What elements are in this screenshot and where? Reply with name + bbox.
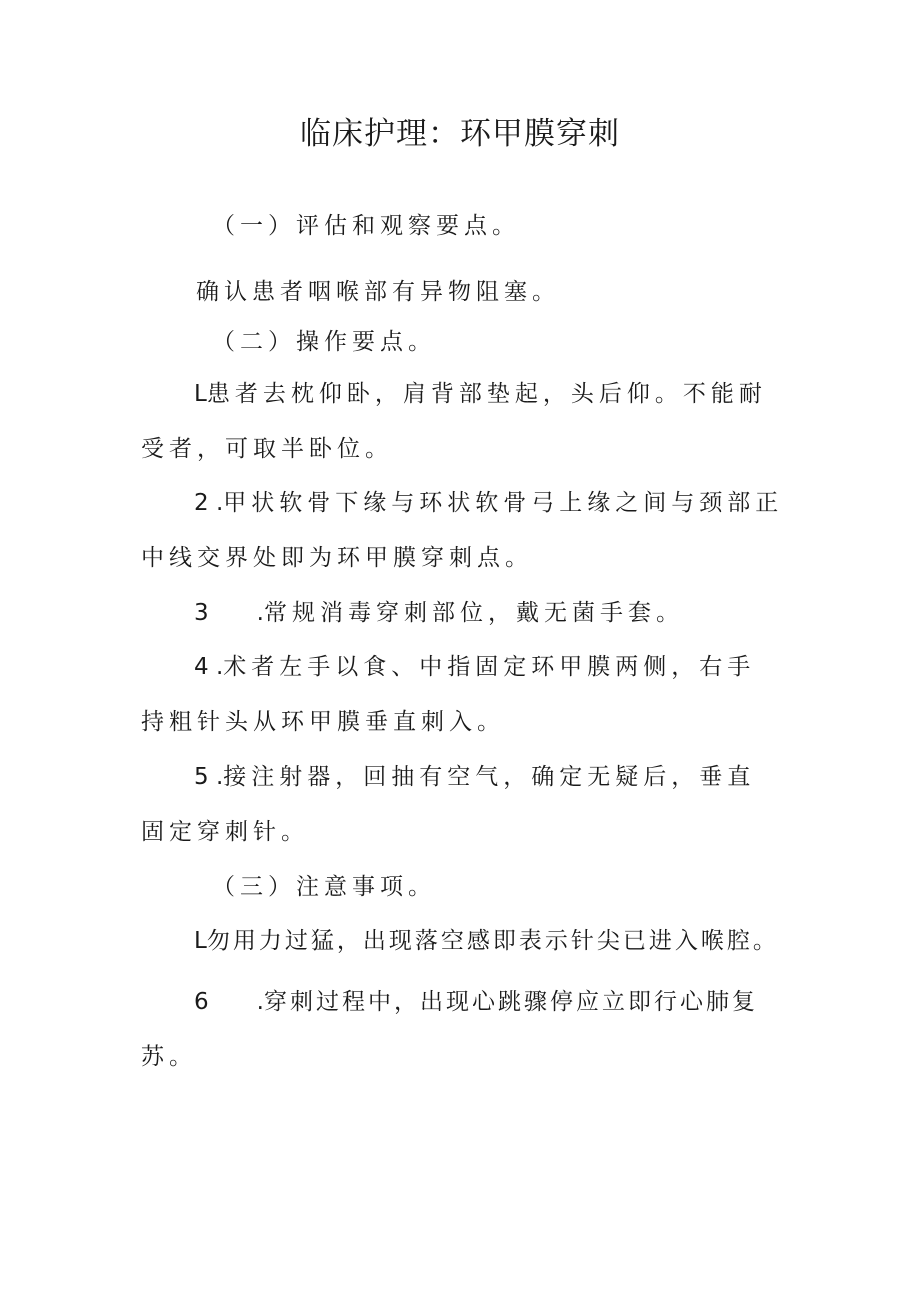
section-1-heading: （一）评估和观察要点。 [212, 213, 520, 239]
item-text: 术者左手以食、中指固定环甲膜两侧，右手 [223, 654, 756, 680]
item-number: L [194, 928, 207, 954]
section-1-text: 确认患者咽喉部有异物阻塞。 [196, 279, 560, 305]
item-text: 常规消毒穿刺部位，戴无菌手套。 [263, 600, 684, 626]
section-2-item-1-line-1 [194, 377, 767, 411]
item-number: 4 . [194, 654, 224, 680]
section-3-item-1-line-1 [194, 924, 779, 958]
section-2-item-1-line-2: 受者，可取半卧位。 [141, 436, 393, 462]
item-text: 患者去枕仰卧，肩背部垫起，头后仰。不能耐 [206, 381, 767, 407]
item-number: 5 . [194, 764, 224, 790]
section-2-heading: （二）操作要点。 [212, 329, 436, 355]
item-text: 穿刺过程中，出现心跳骤停应立即行心肺复 [263, 989, 758, 1015]
section-2-item-4-line-1 [194, 650, 755, 684]
section-2-item-5-line-1 [194, 760, 755, 794]
item-number: 3 [194, 600, 209, 626]
item-number: 6 [194, 989, 209, 1015]
section-2-item-2-line-2: 中线交界处即为环甲膜穿刺点。 [141, 545, 533, 571]
document-title: 临床护理：环甲膜穿刺 [300, 116, 620, 152]
item-number: L [194, 381, 207, 407]
item-number: 2 . [194, 490, 224, 516]
section-3-item-2-line-2: 苏。 [141, 1044, 197, 1070]
section-2-item-2-line-1 [194, 486, 783, 520]
item-text: 勿用力过猛，出现落空感即表示针尖已进入喉腔。 [206, 928, 779, 954]
section-2-item-4-line-2: 持粗针头从环甲膜垂直刺入。 [141, 709, 505, 735]
item-separator: . [256, 600, 264, 626]
section-2-item-5-line-2: 固定穿刺针。 [141, 819, 309, 845]
section-3-item-2-line-1 [194, 985, 758, 1019]
section-2-item-3-line-1 [194, 596, 684, 630]
section-3-heading: （三）注意事项。 [212, 874, 436, 900]
item-text: 接注射器，回抽有空气，确定无疑后，垂直 [223, 764, 756, 790]
item-separator: . [256, 989, 264, 1015]
item-text: 甲状软骨下缘与环状软骨弓上缘之间与颈部正 [223, 490, 784, 516]
